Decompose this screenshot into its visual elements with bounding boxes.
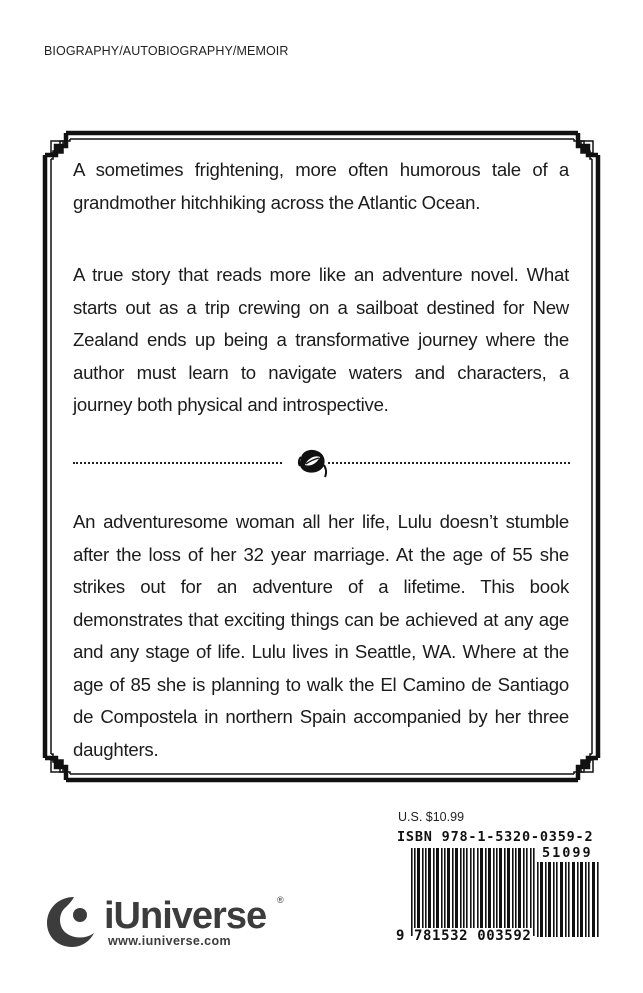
section-divider xyxy=(73,443,570,483)
price-label: U.S. $10.99 xyxy=(398,810,465,824)
corner-ornament-bottom-right xyxy=(574,754,598,780)
publisher-name: iUniverse xyxy=(104,895,267,937)
ean13-barcode xyxy=(411,848,535,936)
isbn-label: ISBN 978-1-5320-0359-2 xyxy=(397,829,594,845)
corner-ornament-bottom-left xyxy=(45,754,70,780)
registered-mark: ® xyxy=(277,895,284,905)
blurb-paragraph-3: An adventuresome woman all her life, Lulu doesn’t stumble after the loss of her 32 year marriage. At the age of 55 she strikes out for an adventure of a lifetime. This book demonstrates that exciting things can be achieved at any age and any stage of life. Lulu lives in Seattle, WA. Where at the age of 85 she is planning to walk the El Camino de Santiago de Compostela in northern Spain accompanied by her three daughters. xyxy=(73,511,569,760)
leaf-ornament-icon xyxy=(295,445,329,479)
ean-first-digit: 9 xyxy=(396,928,405,944)
corner-ornament-top-left xyxy=(45,133,70,159)
dotted-rule-right xyxy=(328,462,570,464)
corner-ornament-top-right xyxy=(574,133,598,159)
price-addon-barcode xyxy=(535,862,600,937)
dotted-rule-left xyxy=(73,462,282,464)
price-addon-digits: 51099 xyxy=(542,845,593,861)
publisher-url: www.iuniverse.com xyxy=(108,934,232,948)
blurb-paragraph-2: A true story that reads more like an adventure novel. What starts out as a trip crewing on a sailboat destined for New Zealand ends up being a transformative journey where the author must learn to navigate waters and characters, a journey both physical and introspective. xyxy=(73,264,569,415)
category-label: BIOGRAPHY/AUTOBIOGRAPHY/MEMOIR xyxy=(44,44,289,58)
publisher-logo xyxy=(44,893,284,953)
ean-digits: 781532 003592 xyxy=(414,928,532,944)
blurb-paragraph-1: A sometimes frightening, more often humorous tale of a grandmother hitchhiking across the Atlantic Ocean. xyxy=(73,159,569,213)
iuniverse-swirl-icon xyxy=(44,893,100,949)
